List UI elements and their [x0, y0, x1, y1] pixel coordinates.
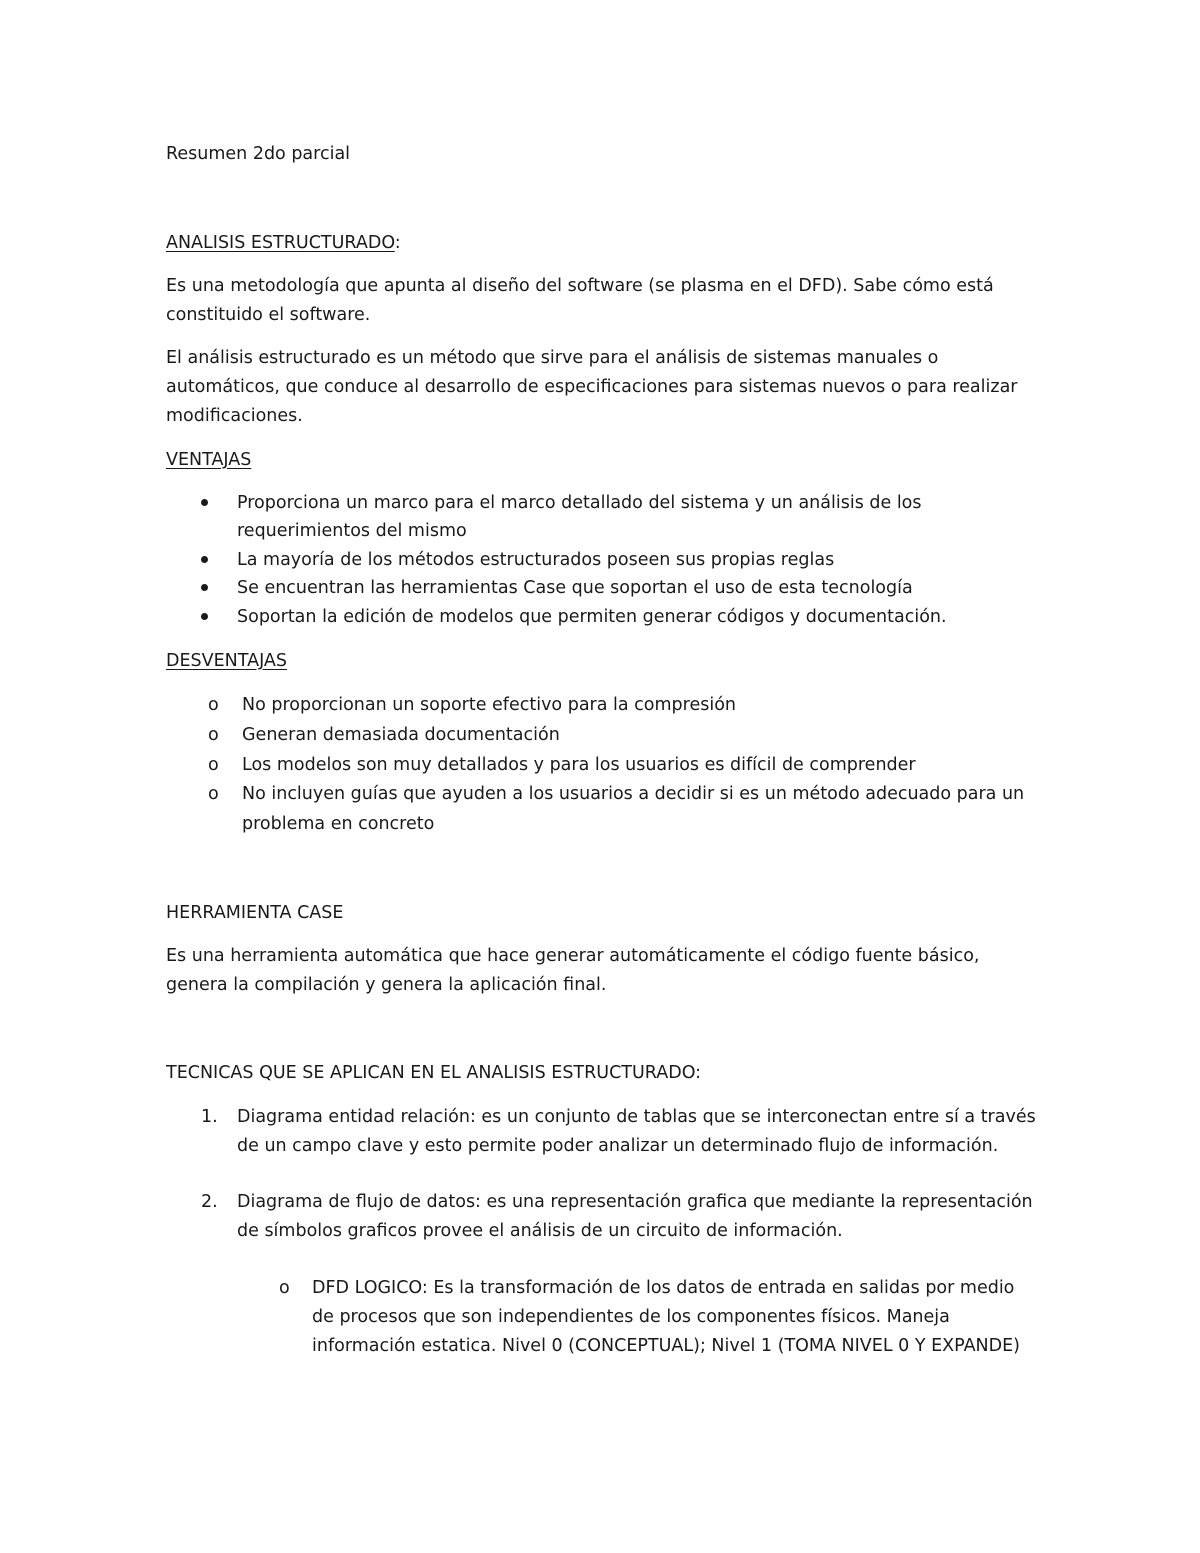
list-item-line: Se encuentran las herramientas Case que soportan el uso de esta tecnología — [237, 578, 913, 598]
list-number: 1. — [201, 1107, 218, 1127]
list-item-line: Generan demasiada documentación — [242, 725, 560, 745]
section-heading-desventajas: DESVENTAJAS — [166, 651, 287, 671]
list-item-line: problema en concreto — [242, 814, 435, 834]
circle-bullet-icon: o — [279, 1278, 290, 1298]
list-item-line: No proporcionan un soporte efectivo para la compresión — [242, 695, 737, 715]
list-item-line: Diagrama de flujo de datos: es una representación grafica que mediante la representación — [237, 1192, 1033, 1212]
section-heading-analisis — [166, 228, 401, 258]
paragraph-line: genera la compilación y genera la aplicación final. — [166, 975, 607, 995]
list-item-line: de un campo clave y esto permite poder analizar un determinado flujo de información. — [237, 1136, 999, 1156]
paragraph-line: constituido el software. — [166, 305, 371, 325]
section-heading-tecnicas: TECNICAS QUE SE APLICAN EN EL ANALISIS ESTRUCTURADO: — [166, 1063, 702, 1083]
section-heading-analisis-colon: : — [394, 233, 401, 253]
list-item-line: Los modelos son muy detallados y para los usuarios es difícil de comprender — [242, 755, 916, 775]
paragraph-line: El análisis estructurado es un método que sirve para el análisis de sistemas manuales o — [166, 348, 939, 368]
document-title: Resumen 2do parcial — [166, 144, 351, 164]
section-heading-ventajas: VENTAJAS — [166, 450, 252, 470]
paragraph-line: automáticos, que conduce al desarrollo de especificaciones para sistemas nuevos o para realizar — [166, 377, 1018, 397]
list-item-line: requerimientos del mismo — [237, 521, 467, 541]
circle-bullet-icon: o — [208, 695, 219, 715]
bullet-icon — [201, 556, 208, 563]
paragraph-line: Es una herramienta automática que hace generar automáticamente el código fuente básico, — [166, 946, 980, 966]
bullet-icon — [201, 613, 208, 620]
paragraph-line: modificaciones. — [166, 406, 303, 426]
list-item-line: No incluyen guías que ayuden a los usuarios a decidir si es un método adecuado para un — [242, 784, 1025, 804]
section-heading-analisis-text: ANALISIS ESTRUCTURADO — [166, 233, 395, 253]
list-item-line: de símbolos graficos provee el análisis de un circuito de información. — [237, 1221, 843, 1241]
list-item-line: información estatica. Nivel 0 (CONCEPTUAL); Nivel 1 (TOMA NIVEL 0 Y EXPANDE) — [312, 1336, 1020, 1356]
circle-bullet-icon: o — [208, 755, 219, 775]
list-item-line: La mayoría de los métodos estructurados poseen sus propias reglas — [237, 550, 835, 570]
list-item-line: Soportan la edición de modelos que permiten generar códigos y documentación. — [237, 607, 947, 627]
paragraph-line: Es una metodología que apunta al diseño del software (se plasma en el DFD). Sabe cómo está — [166, 276, 994, 296]
list-item-line: Diagrama entidad relación: es un conjunto de tablas que se interconectan entre sí a través — [237, 1107, 1036, 1127]
list-item-line: DFD LOGICO: Es la transformación de los datos de entrada en salidas por medio — [312, 1278, 1015, 1298]
bullet-icon — [201, 499, 208, 506]
list-item-line: de procesos que son independientes de los componentes físicos. Maneja — [312, 1307, 950, 1327]
circle-bullet-icon: o — [208, 725, 219, 745]
bullet-icon — [201, 584, 208, 591]
circle-bullet-icon: o — [208, 784, 219, 804]
list-item-line: Proporciona un marco para el marco detallado del sistema y un análisis de los — [237, 493, 922, 513]
section-heading-case: HERRAMIENTA CASE — [166, 903, 344, 923]
list-number: 2. — [201, 1192, 218, 1212]
